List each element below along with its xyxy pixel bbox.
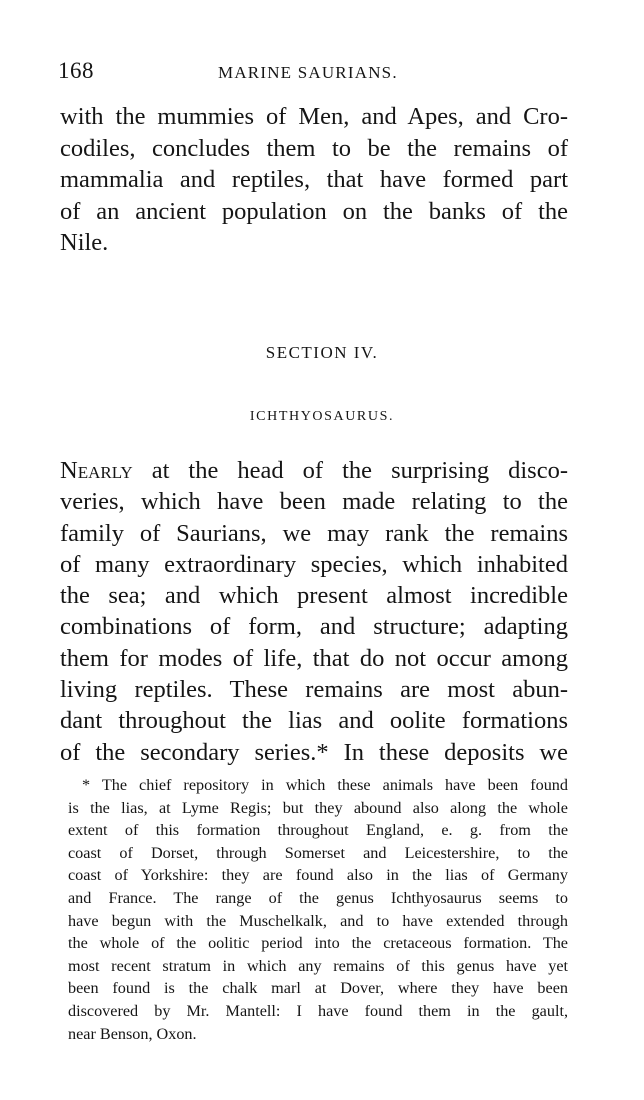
footnote-line: and France. The range of the genus Ichthyosaurus seems to [68, 888, 568, 907]
text-line: them for modes of life, that do not occur among [60, 644, 568, 672]
page-number: 168 [58, 58, 94, 83]
text-line: family of Saurians, we may rank the remains [60, 519, 568, 547]
footnote-line: coast of Dorset, through Somerset and Leicestershire, to the [68, 843, 568, 862]
paragraph-continuation [60, 101, 568, 259]
footnote-line: most recent stratum in which any remains of this genus have yet [68, 956, 568, 975]
text-line: Nile. [60, 229, 109, 257]
footnote [68, 774, 568, 1045]
text-line: living reptiles. These remains are most abun- [60, 676, 568, 704]
paragraph-ichthyosaurus [60, 455, 568, 768]
text-line: combinations of form, and structure; adapting [60, 613, 568, 641]
footnote-line: have begun with the Muschelkalk, and to have extended through [68, 911, 568, 930]
first-line-rest: at the head of the surprising disco- [132, 457, 568, 484]
text-line: of many extraordinary species, which inhabited [60, 550, 568, 578]
text-line: the sea; and which present almost incredible [60, 582, 568, 610]
footnote-line: the whole of the oolitic period into the cretaceous formation. The [68, 934, 568, 953]
section-subheading: ICHTHYOSAURUS. [249, 409, 395, 424]
footnote-line: coast of Yorkshire: they are found also in the lias of Germany [68, 866, 568, 885]
footnote-line: discovered by Mr. Mantell: I have found them in the gault, [68, 1001, 568, 1020]
section-heading: SECTION IV. [265, 343, 379, 362]
text-line: of the secondary series.* In these deposits we [60, 738, 568, 766]
text-line: mammalia and reptiles, that have formed part [60, 166, 568, 194]
text-line: codiles, concludes them to be the remains of [60, 134, 568, 162]
footnote-line: near Benson, Oxon. [68, 1024, 197, 1043]
running-head: MARINE SAURIANS. [218, 63, 398, 82]
text-line: dant throughout the lias and oolite formations [60, 707, 568, 735]
footnote-line: * The chief repository in which these animals have been found [82, 776, 568, 794]
opening-word: Nearly [60, 457, 133, 484]
footnote-line: extent of this formation throughout England, e. g. from the [68, 821, 568, 840]
text-line-first [60, 455, 568, 486]
page-header [58, 58, 568, 88]
text-line: with the mummies of Men, and Apes, and Cro- [60, 103, 568, 130]
footnote-line: is the lias, at Lyme Regis; but they abound also along the whole [68, 798, 568, 817]
footnote-line: been found is the chalk marl at Dover, where they have been [68, 979, 568, 998]
text-line: veries, which have been made relating to the [60, 488, 568, 516]
text-line: of an ancient population on the banks of the [60, 197, 568, 225]
